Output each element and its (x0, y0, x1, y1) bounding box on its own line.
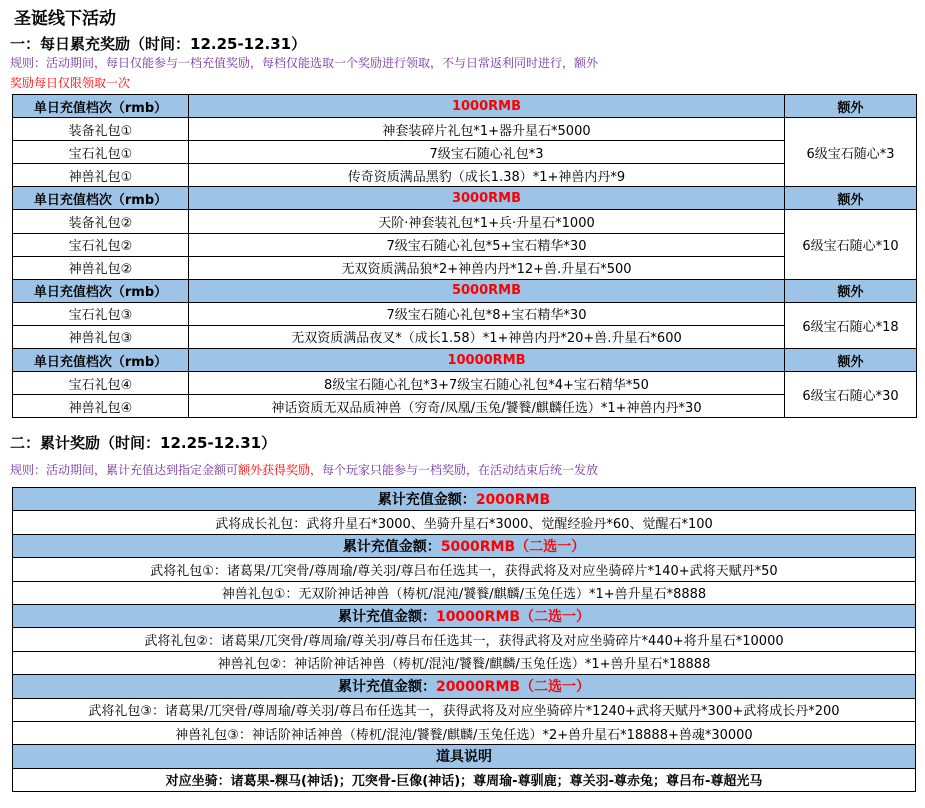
package-name: 装备礼包② (13, 210, 189, 233)
package-name: 神兽礼包③ (13, 325, 189, 348)
cumulative-reward-row (13, 511, 916, 534)
extra-reward: 6级宝石随心*3 (785, 118, 917, 187)
reward-row (13, 256, 917, 279)
cumulative-reward-row (13, 628, 916, 651)
cumulative-reward-row (13, 558, 916, 581)
package-content: 7级宝石随心礼包*3 (189, 141, 785, 164)
package-content: 天阶·神套装礼包*1+兵·升星石*1000 (189, 210, 785, 233)
cumulative-tier-header (13, 604, 916, 627)
cumulative-tier-label (13, 488, 916, 511)
tier-amount: 10000RMB（二选一） (435, 609, 591, 626)
cumulative-reward-content: 神兽礼包①：无双阶神话神兽（梼杌/混沌/饕餮/麒麟/玉兔任选）*1+兽升星石*8888 (13, 581, 916, 604)
package-content: 神套装碎片礼包*1+器升星石*5000 (189, 118, 785, 141)
cumulative-tier-label (13, 534, 916, 557)
section2-heading: 二：累计奖励（时间：12.25-12.31） (10, 434, 277, 452)
cumulative-reward-content: 武将礼包②：诸葛果/兀突骨/尊周瑜/尊关羽/尊吕布任选其一，获得武将及对应坐骑碎片*440+将升星石*10000 (13, 628, 916, 651)
reward-row (13, 325, 917, 348)
extra-label: 额外 (785, 349, 917, 372)
section1-rule: 规则：活动期间，每日仅能参与一档充值奖励，每档仅能选取一个奖励进行领取，不与日常返利同时进行，额外 (10, 56, 599, 70)
cumulative-reward-content: 武将礼包③：诸葛果/兀突骨/尊周瑜/尊关羽/尊吕布任选其一，获得武将及对应坐骑碎片*1240+武将天赋丹*300+武将成长丹*200 (13, 698, 916, 721)
package-name: 宝石礼包② (13, 233, 189, 256)
reward-row (13, 395, 917, 418)
page-title: 圣诞线下活动 (14, 9, 116, 29)
cumulative-reward-row (13, 581, 916, 604)
tier-amount: 2000RMB (475, 492, 551, 509)
tier-header-row (13, 95, 917, 118)
cumulative-reward-row (13, 698, 916, 721)
cumulative-tier-label (13, 675, 916, 698)
tier-label-text: 累计充值金额： (337, 609, 436, 626)
reward-row (13, 164, 917, 187)
reward-row (13, 372, 917, 395)
reward-row (13, 210, 917, 233)
package-content: 神话资质无双品质神兽（穷奇/凤凰/玉兔/饕餮/麒麟任选）*1+神兽内丹*30 (189, 395, 785, 418)
extra-label: 额外 (785, 95, 917, 118)
tier-amount: 10000RMB (189, 349, 785, 372)
notes-content: 对应坐骑：诸葛果-粿马(神话)；兀突骨-巨像(神话)；尊周瑜-尊驯鹿；尊关羽-尊赤兔；尊吕布-尊超光马 (13, 768, 916, 791)
tier-amount: 3000RMB (189, 187, 785, 210)
extra-label: 额外 (785, 187, 917, 210)
tier-label-text: 累计充值金额： (342, 538, 441, 555)
package-content: 7级宝石随心礼包*8+宝石精华*30 (189, 302, 785, 325)
reward-row (13, 118, 917, 141)
tier-label-text: 累计充值金额： (377, 492, 476, 509)
section1-rule-cont: 奖励每日仅限领取一次 (10, 76, 131, 90)
cumulative-tier-label (13, 604, 916, 627)
tier-label: 单日充值档次（rmb） (13, 349, 189, 372)
cumulative-reward-content: 神兽礼包③：神话阶神话神兽（梼杌/混沌/饕餮/麒麟/玉兔任选）*2+兽升星石*18888+兽魂*30000 (13, 721, 916, 744)
reward-row (13, 141, 917, 164)
tier-amount: 20000RMB（二选一） (435, 679, 591, 696)
package-name: 宝石礼包① (13, 141, 189, 164)
cumulative-reward-content: 神兽礼包②：神话阶神话神兽（梼杌/混沌/饕餮/麒麟/玉兔任选）*1+兽升星石*18888 (13, 651, 916, 674)
package-name: 宝石礼包③ (13, 302, 189, 325)
package-content: 8级宝石随心礼包*3+7级宝石随心礼包*4+宝石精华*50 (189, 372, 785, 395)
notes-row (13, 768, 916, 791)
extra-label: 额外 (785, 279, 917, 302)
package-content: 无双资质满品狼*2+神兽内丹*12+兽.升星石*500 (189, 256, 785, 279)
tier-amount: 5000RMB（二选一） (440, 538, 586, 555)
package-content: 7级宝石随心礼包*5+宝石精华*30 (189, 233, 785, 256)
notes-header: 道具说明 (13, 745, 916, 768)
extra-reward: 6级宝石随心*18 (785, 302, 917, 348)
extra-reward: 6级宝石随心*30 (785, 372, 917, 418)
tier-label: 单日充值档次（rmb） (13, 279, 189, 302)
package-name: 神兽礼包④ (13, 395, 189, 418)
package-name: 装备礼包① (13, 118, 189, 141)
notes-header-row (13, 745, 916, 768)
package-name: 神兽礼包② (13, 256, 189, 279)
cumulative-rewards-table (12, 487, 916, 792)
reward-row (13, 233, 917, 256)
cumulative-reward-row (13, 721, 916, 744)
tier-amount: 5000RMB (189, 279, 785, 302)
tier-label: 单日充值档次（rmb） (13, 187, 189, 210)
tier-amount: 1000RMB (189, 95, 785, 118)
tier-label: 单日充值档次（rmb） (13, 95, 189, 118)
tier-header-row (13, 349, 917, 372)
cumulative-tier-header (13, 488, 916, 511)
section2-rule: 规则：活动期间，累计充值达到指定金额可额外获得奖励，每个玩家只能参与一档奖励，在活动结束后统一发放 (10, 463, 599, 477)
cumulative-reward-content: 武将成长礼包：武将升星石*3000、坐骑升星石*3000、觉醒经验丹*60、觉醒石*100 (13, 511, 916, 534)
tier-header-row (13, 187, 917, 210)
cumulative-tier-header (13, 675, 916, 698)
extra-reward: 6级宝石随心*10 (785, 210, 917, 279)
package-content: 传奇资质满品黑豹（成长1.38）*1+神兽内丹*9 (189, 164, 785, 187)
cumulative-reward-row (13, 651, 916, 674)
cumulative-reward-content: 武将礼包①：诸葛果/兀突骨/尊周瑜/尊关羽/尊吕布任选其一，获得武将及对应坐骑碎片*140+武将天赋丹*50 (13, 558, 916, 581)
tier-header-row (13, 279, 917, 302)
section1-heading: 一：每日累充奖励（时间：12.25-12.31） (10, 35, 307, 53)
cumulative-tier-header (13, 534, 916, 557)
package-name: 宝石礼包④ (13, 372, 189, 395)
package-name: 神兽礼包① (13, 164, 189, 187)
daily-rewards-table (12, 94, 917, 418)
tier-label-text: 累计充值金额： (337, 679, 436, 696)
package-content: 无双资质满品夜叉*（成长1.58）*1+神兽内丹*20+兽.升星石*600 (189, 325, 785, 348)
reward-row (13, 302, 917, 325)
